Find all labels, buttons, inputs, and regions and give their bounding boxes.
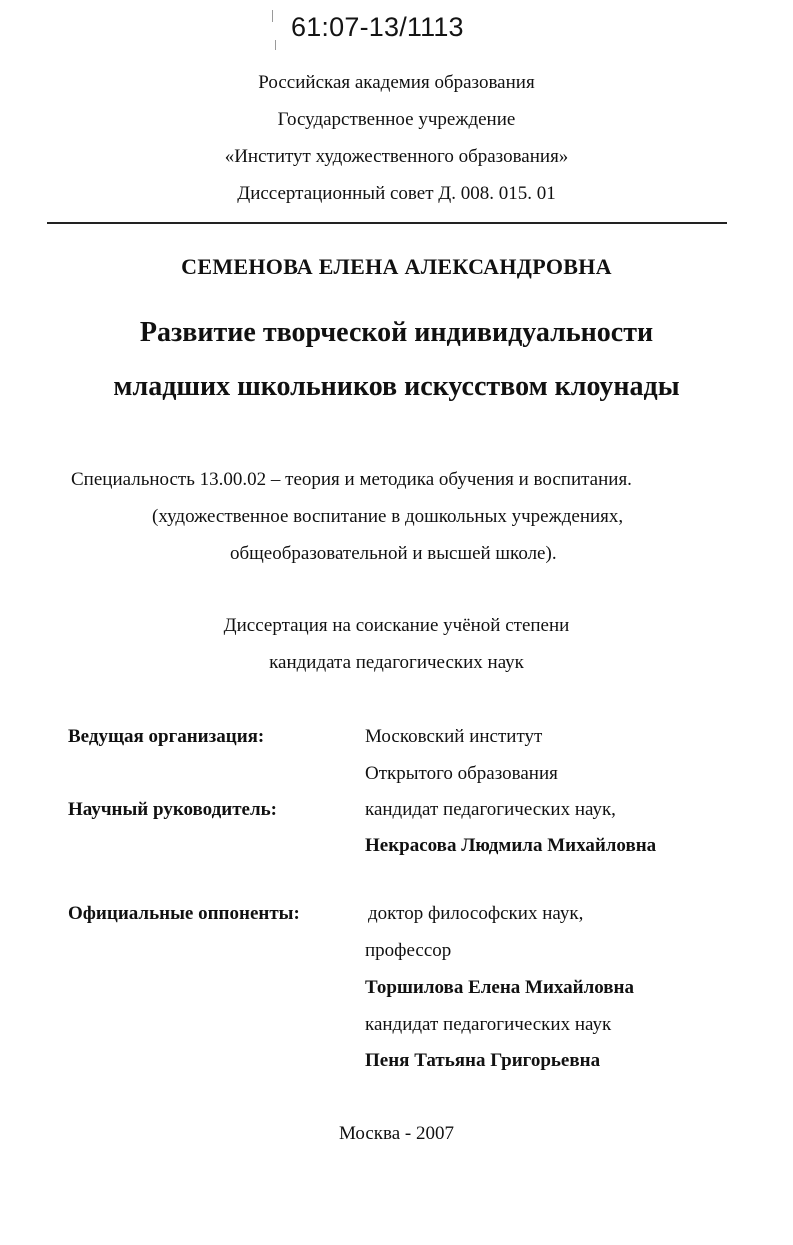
header-council: Диссертационный совет Д. 008. 015. 01	[237, 183, 556, 204]
supervisor-name: Некрасова Людмила Михайловна	[365, 835, 657, 856]
leading-org-label: Ведущая организация:	[68, 726, 265, 747]
header-academy: Российская академия образования	[258, 72, 535, 93]
leading-org-line-2: Открытого образования	[365, 763, 558, 784]
degree-line-1: Диссертация на соискание учёной степени	[223, 615, 570, 636]
leading-org-line-1: Московский институт	[365, 726, 543, 747]
opponent-1-title: профессор	[365, 940, 452, 961]
specialty-line-1: Специальность 13.00.02 – теория и методика обучения и воспитания.	[71, 469, 632, 490]
title-line-1: Развитие творческой индивидуальности	[139, 317, 654, 348]
opponent-2-degree: кандидат педагогических наук	[365, 1014, 612, 1035]
opponents-label: Официальные оппоненты:	[68, 903, 300, 924]
header-institute-name: «Институт художественного образования»	[224, 146, 569, 167]
opponent-2-name: Пеня Татьяна Григорьевна	[365, 1050, 601, 1071]
author-name: СЕМЕНОВА ЕЛЕНА АЛЕКСАНДРОВНА	[181, 254, 612, 279]
scan-mark	[272, 10, 273, 22]
title-line-2: младших школьников искусством клоунады	[113, 371, 680, 402]
specialty-line-2: (художественное воспитание в дошкольных учреждениях,	[152, 506, 624, 527]
specialty-line-3: общеобразовательной и высшей школе).	[230, 543, 557, 564]
degree-line-2: кандидата педагогических наук	[269, 652, 524, 673]
supervisor-degree: кандидат педагогических наук,	[365, 799, 616, 820]
library-stamp-number: 61:07-13/1113	[291, 12, 464, 42]
supervisor-label: Научный руководитель:	[68, 799, 277, 820]
city-year: Москва - 2007	[338, 1123, 455, 1144]
header-institution-type: Государственное учреждение	[277, 109, 516, 130]
scan-mark	[275, 40, 276, 50]
opponent-1-name: Торшилова Елена Михайловна	[365, 977, 635, 998]
opponent-1-degree: доктор философских наук,	[368, 903, 584, 924]
header-divider	[47, 222, 727, 224]
